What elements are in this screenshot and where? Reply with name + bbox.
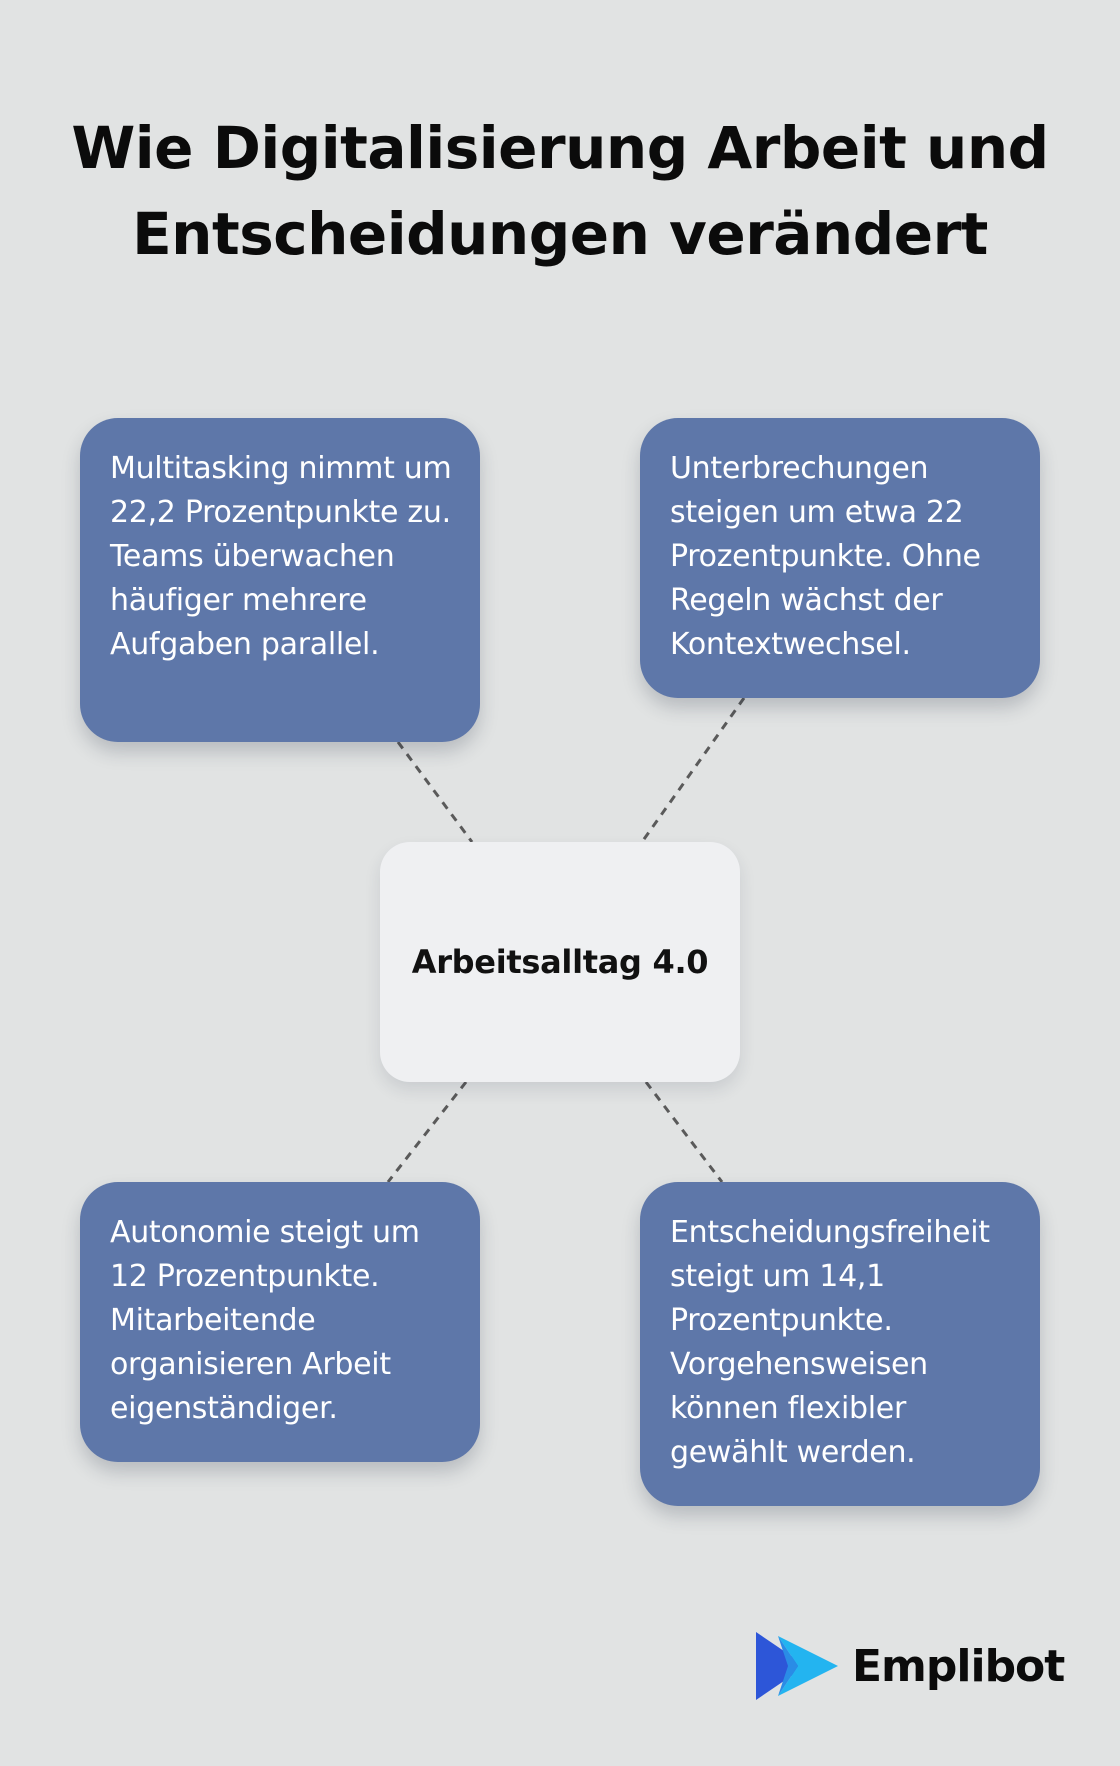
title-line-2: Entscheidungen verändert [132, 200, 988, 268]
hub-label: Arbeitsalltag 4.0 [411, 943, 709, 981]
connector-bottom-right [646, 1082, 722, 1182]
play-arrow-logo-icon [754, 1630, 840, 1702]
brand-name: Emplibot [852, 1640, 1065, 1692]
connector-top-left [398, 742, 472, 842]
connector-top-right [642, 698, 744, 842]
card-autonomy: Autonomie steigt um 12 Prozentpunkte. Mitarbeitende organisieren Arbeit eigenständiger. [80, 1182, 480, 1462]
brand-logo [754, 1630, 1064, 1702]
title-line-1: Wie Digitalisierung Arbeit und [71, 114, 1049, 182]
card-multitasking: Multitasking nimmt um 22,2 Prozentpunkte zu. Teams überwachen häufiger mehrere Aufgaben parallel. [80, 418, 480, 742]
connector-bottom-left [388, 1082, 466, 1182]
card-interruptions: Unterbrechungen steigen um etwa 22 Prozentpunkte. Ohne Regeln wächst der Kontextwechsel. [640, 418, 1040, 698]
hub-node [380, 842, 740, 1082]
card-decision-freedom: Entscheidungsfreiheit steigt um 14,1 Prozentpunkte. Vorgehensweisen können flexibler gewählt werden. [640, 1182, 1040, 1506]
